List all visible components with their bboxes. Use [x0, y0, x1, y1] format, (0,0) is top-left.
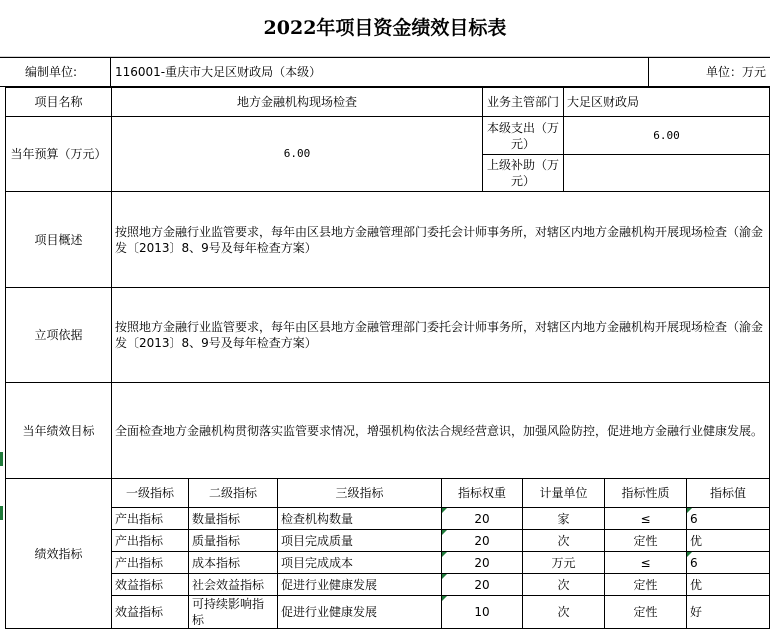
table-row-nature: 定性 [604, 573, 687, 596]
table-row-weight: 10 [441, 595, 523, 629]
table-row-weight: 20 [441, 529, 523, 552]
subsidy-label: 上级补助（万元） [482, 154, 564, 192]
overview-text: 按照地方金融行业监管要求，每年由区县地方金融管理部门委托会计师事务所，对辖区内地方金融机构开展现场检查（渝金发〔2013〕8、9号及每年检查方案） [111, 191, 770, 288]
col-header-l1: 一级指标 [111, 478, 189, 508]
indicators-section-label: 绩效指标 [5, 478, 112, 629]
table-row-l1: 产出指标 [111, 551, 189, 574]
table-row-value: 优 [686, 573, 770, 596]
table-row-unit: 次 [522, 529, 605, 552]
table-row-value: 优 [686, 529, 770, 552]
table-row-unit: 次 [522, 595, 605, 629]
table-row-unit: 万元 [522, 551, 605, 574]
col-header-weight: 指标权重 [441, 478, 523, 508]
project-name-value: 地方金融机构现场检查 [111, 87, 483, 117]
table-row-l2: 数量指标 [188, 507, 278, 530]
col-header-nature: 指标性质 [604, 478, 687, 508]
subsidy-value [563, 154, 770, 192]
header-divider [0, 58, 111, 86]
table-row-value: 好 [686, 595, 770, 629]
table-row-value: 6 [686, 507, 770, 530]
goal-text: 全面检查地方金融机构贯彻落实监管要求情况，增强机构依法合规经营意识，加强风险防控，促进地方金融行业健康发展。 [111, 382, 770, 479]
own-expense-value: 6.00 [563, 116, 770, 155]
table-row-weight: 20 [441, 507, 523, 530]
table-row-weight: 20 [441, 573, 523, 596]
selection-edge-marker [0, 452, 3, 466]
table-row-l3: 促进行业健康发展 [277, 573, 442, 596]
selection-edge-marker [0, 506, 3, 520]
table-row-l2: 质量指标 [188, 529, 278, 552]
table-row-nature: ≤ [604, 551, 687, 574]
budget-value: 6.00 [111, 116, 483, 192]
col-header-l3: 三级指标 [277, 478, 442, 508]
unit-value: 116001-重庆市大足区财政局（本级） [115, 65, 322, 79]
col-header-unit: 计量单位 [522, 478, 605, 508]
table-row-value: 6 [686, 551, 770, 574]
table-row-l1: 效益指标 [111, 573, 189, 596]
table-row-l3: 检查机构数量 [277, 507, 442, 530]
dept-label: 业务主管部门 [482, 87, 564, 117]
basis-label: 立项依据 [5, 287, 112, 383]
table-row-l1: 效益指标 [111, 595, 189, 629]
unit-label: 编制单位: [25, 65, 78, 79]
project-name-label: 项目名称 [5, 87, 112, 117]
goal-label: 当年绩效目标 [5, 382, 112, 479]
table-row-nature: ≤ [604, 507, 687, 530]
table-row-unit: 次 [522, 573, 605, 596]
col-header-value: 指标值 [686, 478, 770, 508]
own-expense-label: 本级支出（万元） [482, 116, 564, 155]
basis-text: 按照地方金融行业监管要求，每年由区县地方金融管理部门委托会计师事务所，对辖区内地方金融机构开展现场检查（渝金发〔2013〕8、9号及每年检查方案） [111, 287, 770, 383]
budget-label: 当年预算（万元） [5, 116, 112, 192]
table-row-l2: 成本指标 [188, 551, 278, 574]
table-row-l2: 社会效益指标 [188, 573, 278, 596]
currency-unit: 单位：万元 [705, 65, 766, 79]
header-divider [648, 58, 649, 86]
table-row-l3: 项目完成质量 [277, 529, 442, 552]
table-row-l1: 产出指标 [111, 529, 189, 552]
overview-label: 项目概述 [5, 191, 112, 288]
table-row-l3: 促进行业健康发展 [277, 595, 442, 629]
table-row-l3: 项目完成成本 [277, 551, 442, 574]
table-row-l1: 产出指标 [111, 507, 189, 530]
table-row-l2: 可持续影响指标 [188, 595, 278, 629]
table-row-nature: 定性 [604, 595, 687, 629]
table-row-weight: 20 [441, 551, 523, 574]
col-header-l2: 二级指标 [188, 478, 278, 508]
table-row-nature: 定性 [604, 529, 687, 552]
page-title: 2022年项目资金绩效目标表 [263, 17, 507, 39]
table-row-unit: 家 [522, 507, 605, 530]
dept-value: 大足区财政局 [563, 87, 770, 117]
